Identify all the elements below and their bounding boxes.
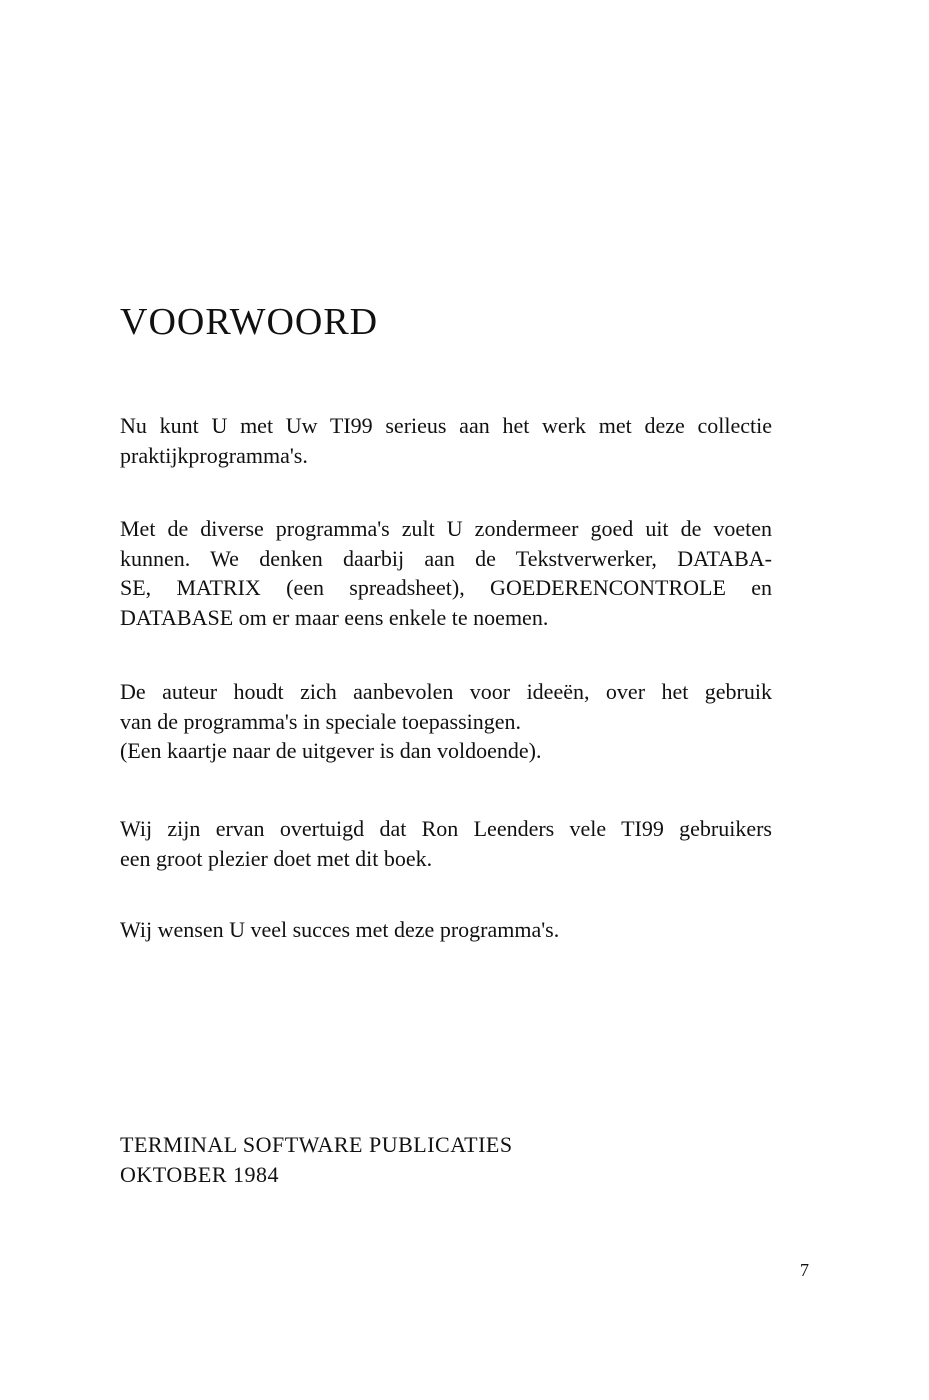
text-line: Met de diverse programma's zult U zondermeer goed uit de voeten: [120, 516, 772, 541]
text-line: DATABASE om er maar eens enkele te noemen.: [120, 604, 549, 630]
paragraph-wishes: [120, 915, 772, 945]
text-line: Wij zijn ervan overtuigd dat Ron Leenders vele TI99 gebruikers: [120, 816, 772, 841]
paragraph-conviction: [120, 814, 772, 873]
text-line: (Een kaartje naar de uitgever is dan voldoende).: [120, 738, 542, 763]
text-line: SE, MATRIX (een spreadsheet), GOEDERENCONTROLE en: [120, 575, 772, 600]
signature-block: [120, 1130, 513, 1189]
publisher-name: TERMINAL SOFTWARE PUBLICATIES: [120, 1132, 513, 1157]
paragraph-intro: [120, 411, 772, 470]
text-line: een groot plezier doet met dit boek.: [120, 845, 433, 871]
text-line: van de programma's in speciale toepassingen.: [120, 708, 522, 734]
text-line: praktijkprogramma's.: [120, 442, 308, 468]
publication-date: OKTOBER 1984: [120, 1161, 279, 1187]
text-line: Wij wensen U veel succes met deze programma's.: [120, 917, 560, 942]
text-line: Nu kunt U met Uw TI99 serieus aan het werk met deze collectie: [120, 413, 772, 438]
page-number: 7: [800, 1260, 809, 1280]
paragraph-programs: [120, 514, 772, 632]
page-title: VOORWOORD: [120, 301, 379, 343]
paragraph-author: [120, 677, 772, 766]
text-line: kunnen. We denken daarbij aan de Tekstverwerker, DATABA-: [120, 545, 772, 571]
text-line: De auteur houdt zich aanbevolen voor ideeën, over het gebruik: [120, 679, 772, 704]
